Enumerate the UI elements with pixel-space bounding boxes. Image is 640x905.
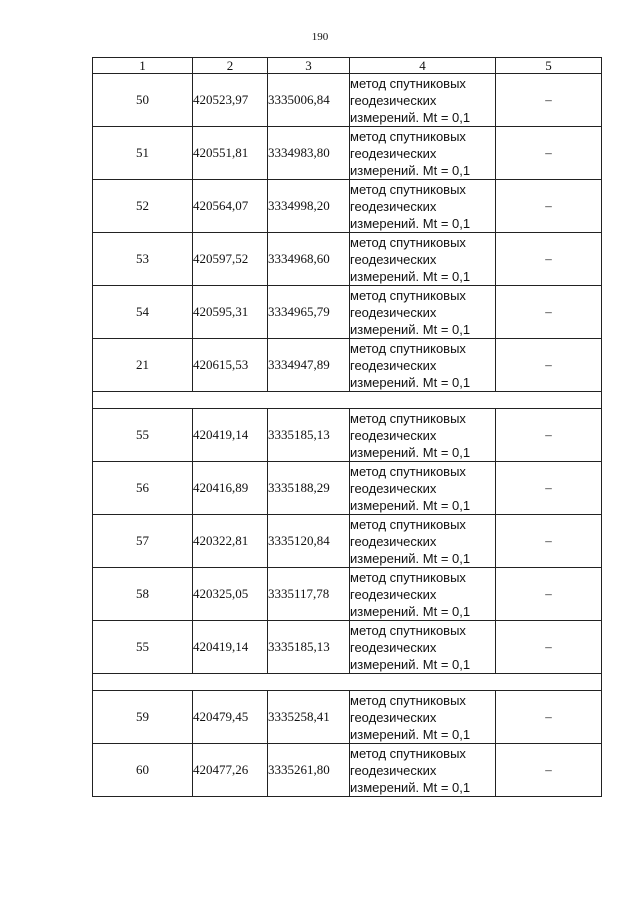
column-header-1: 1 bbox=[93, 58, 193, 74]
point-number-cell: 50 bbox=[93, 74, 193, 127]
method-line-3: измерений. Mt = 0,1 bbox=[350, 374, 471, 390]
method-line-2: геодезических bbox=[350, 304, 437, 320]
method-line-3: измерений. Mt = 0,1 bbox=[350, 550, 471, 566]
table-row bbox=[93, 409, 602, 462]
description-cell: – bbox=[496, 515, 602, 568]
method-line-3: измерений. Mt = 0,1 bbox=[350, 726, 471, 742]
method-line-1: метод спутниковых bbox=[350, 75, 466, 91]
y-coordinate-cell: 3335261,80 bbox=[268, 744, 350, 797]
y-coordinate-cell: 3335117,78 bbox=[268, 568, 350, 621]
x-coordinate-cell: 420416,89 bbox=[193, 462, 268, 515]
description-cell: – bbox=[496, 462, 602, 515]
method-line-1: метод спутниковых bbox=[350, 181, 466, 197]
y-coordinate-cell: 3334965,79 bbox=[268, 286, 350, 339]
description-cell: – bbox=[496, 74, 602, 127]
y-coordinate-cell: 3335006,84 bbox=[268, 74, 350, 127]
table-row bbox=[93, 127, 602, 180]
method-line-1: метод спутниковых bbox=[350, 287, 466, 303]
point-number-cell: 60 bbox=[93, 744, 193, 797]
description-cell: – bbox=[496, 233, 602, 286]
x-coordinate-cell: 420564,07 bbox=[193, 180, 268, 233]
y-coordinate-cell: 3335185,13 bbox=[268, 621, 350, 674]
method-line-1: метод спутниковых bbox=[350, 516, 466, 532]
table-row bbox=[93, 233, 602, 286]
group-separator-row bbox=[93, 392, 602, 409]
method-line-1: метод спутниковых bbox=[350, 463, 466, 479]
x-coordinate-cell: 420595,31 bbox=[193, 286, 268, 339]
x-coordinate-cell: 420523,97 bbox=[193, 74, 268, 127]
description-cell: – bbox=[496, 621, 602, 674]
table-row bbox=[93, 691, 602, 744]
method-cell bbox=[350, 409, 496, 462]
method-cell bbox=[350, 127, 496, 180]
method-line-3: измерений. Mt = 0,1 bbox=[350, 656, 471, 672]
method-line-1: метод спутниковых bbox=[350, 340, 466, 356]
method-line-1: метод спутниковых bbox=[350, 692, 466, 708]
x-coordinate-cell: 420419,14 bbox=[193, 409, 268, 462]
method-line-2: геодезических bbox=[350, 92, 437, 108]
method-line-1: метод спутниковых bbox=[350, 745, 466, 761]
page-number: 190 bbox=[311, 31, 329, 43]
description-cell: – bbox=[496, 180, 602, 233]
method-line-1: метод спутниковых bbox=[350, 128, 466, 144]
table-row bbox=[93, 621, 602, 674]
point-number-cell: 55 bbox=[93, 409, 193, 462]
y-coordinate-cell: 3334998,20 bbox=[268, 180, 350, 233]
point-number-cell: 51 bbox=[93, 127, 193, 180]
description-cell: – bbox=[496, 339, 602, 392]
method-line-1: метод спутниковых bbox=[350, 410, 466, 426]
group-separator-cell bbox=[93, 392, 602, 409]
method-cell bbox=[350, 691, 496, 744]
method-line-3: измерений. Mt = 0,1 bbox=[350, 321, 471, 337]
column-header-2: 2 bbox=[193, 58, 268, 74]
method-cell bbox=[350, 462, 496, 515]
y-coordinate-cell: 3335188,29 bbox=[268, 462, 350, 515]
table-row bbox=[93, 286, 602, 339]
method-line-1: метод спутниковых bbox=[350, 622, 466, 638]
column-header-3: 3 bbox=[268, 58, 350, 74]
y-coordinate-cell: 3334947,89 bbox=[268, 339, 350, 392]
description-cell: – bbox=[496, 409, 602, 462]
y-coordinate-cell: 3335185,13 bbox=[268, 409, 350, 462]
method-line-3: измерений. Mt = 0,1 bbox=[350, 779, 471, 795]
point-number-cell: 21 bbox=[93, 339, 193, 392]
method-line-2: геодезических bbox=[350, 533, 437, 549]
method-cell bbox=[350, 339, 496, 392]
y-coordinate-cell: 3335120,84 bbox=[268, 515, 350, 568]
coordinates-table-body bbox=[93, 58, 602, 797]
method-line-2: геодезических bbox=[350, 357, 437, 373]
table-row bbox=[93, 462, 602, 515]
method-line-2: геодезических bbox=[350, 586, 437, 602]
method-line-2: геодезических bbox=[350, 639, 437, 655]
table-row bbox=[93, 339, 602, 392]
method-line-3: измерений. Mt = 0,1 bbox=[350, 603, 471, 619]
method-cell bbox=[350, 74, 496, 127]
x-coordinate-cell: 420615,53 bbox=[193, 339, 268, 392]
table-row bbox=[93, 74, 602, 127]
method-line-2: геодезических bbox=[350, 145, 437, 161]
method-line-2: геодезических bbox=[350, 480, 437, 496]
method-line-3: измерений. Mt = 0,1 bbox=[350, 215, 471, 231]
table-row bbox=[93, 744, 602, 797]
table-row bbox=[93, 568, 602, 621]
method-line-2: геодезических bbox=[350, 198, 437, 214]
x-coordinate-cell: 420322,81 bbox=[193, 515, 268, 568]
group-separator-cell bbox=[93, 674, 602, 691]
method-line-3: измерений. Mt = 0,1 bbox=[350, 109, 471, 125]
method-line-2: геодезических bbox=[350, 251, 437, 267]
point-number-cell: 58 bbox=[93, 568, 193, 621]
description-cell: – bbox=[496, 286, 602, 339]
method-line-2: геодезических bbox=[350, 709, 437, 725]
table-row bbox=[93, 515, 602, 568]
coordinates-table bbox=[92, 57, 602, 797]
table-row bbox=[93, 180, 602, 233]
method-line-3: измерений. Mt = 0,1 bbox=[350, 444, 471, 460]
y-coordinate-cell: 3334983,80 bbox=[268, 127, 350, 180]
description-cell: – bbox=[496, 691, 602, 744]
x-coordinate-cell: 420479,45 bbox=[193, 691, 268, 744]
point-number-cell: 52 bbox=[93, 180, 193, 233]
method-cell bbox=[350, 180, 496, 233]
x-coordinate-cell: 420477,26 bbox=[193, 744, 268, 797]
point-number-cell: 53 bbox=[93, 233, 193, 286]
method-cell bbox=[350, 515, 496, 568]
x-coordinate-cell: 420551,81 bbox=[193, 127, 268, 180]
method-line-2: геодезических bbox=[350, 762, 437, 778]
point-number-cell: 55 bbox=[93, 621, 193, 674]
x-coordinate-cell: 420419,14 bbox=[193, 621, 268, 674]
method-line-1: метод спутниковых bbox=[350, 569, 466, 585]
method-cell bbox=[350, 286, 496, 339]
x-coordinate-cell: 420325,05 bbox=[193, 568, 268, 621]
method-line-3: измерений. Mt = 0,1 bbox=[350, 497, 471, 513]
method-line-1: метод спутниковых bbox=[350, 234, 466, 250]
method-line-3: измерений. Mt = 0,1 bbox=[350, 162, 471, 178]
column-header-4: 4 bbox=[350, 58, 496, 74]
method-line-3: измерений. Mt = 0,1 bbox=[350, 268, 471, 284]
method-cell bbox=[350, 233, 496, 286]
method-cell bbox=[350, 744, 496, 797]
table-header-row bbox=[93, 58, 602, 74]
description-cell: – bbox=[496, 127, 602, 180]
point-number-cell: 54 bbox=[93, 286, 193, 339]
point-number-cell: 56 bbox=[93, 462, 193, 515]
x-coordinate-cell: 420597,52 bbox=[193, 233, 268, 286]
column-header-5: 5 bbox=[496, 58, 602, 74]
method-cell bbox=[350, 568, 496, 621]
group-separator-row bbox=[93, 674, 602, 691]
point-number-cell: 57 bbox=[93, 515, 193, 568]
y-coordinate-cell: 3335258,41 bbox=[268, 691, 350, 744]
description-cell: – bbox=[496, 744, 602, 797]
y-coordinate-cell: 3334968,60 bbox=[268, 233, 350, 286]
description-cell: – bbox=[496, 568, 602, 621]
point-number-cell: 59 bbox=[93, 691, 193, 744]
method-line-2: геодезических bbox=[350, 427, 437, 443]
method-cell bbox=[350, 621, 496, 674]
